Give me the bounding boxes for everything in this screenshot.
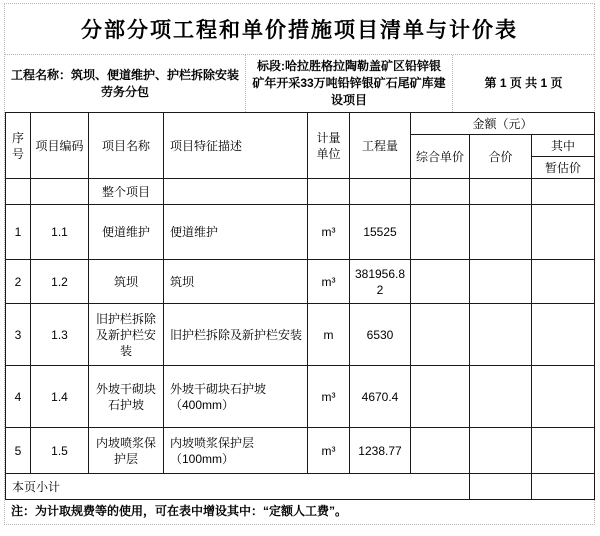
cell-name: 外坡干砌块石护坡 <box>89 366 164 428</box>
footnote: 注：为计取规费等的使用，可在表中增设其中：“定额人工费”。 <box>11 504 348 518</box>
col-header-estimated-price: 暂估价 <box>532 157 595 179</box>
boq-table <box>5 112 595 500</box>
cell-empty <box>31 179 89 205</box>
cell-unit-price <box>411 304 470 366</box>
cell-unit-price <box>411 260 470 304</box>
page-title: 分部分项工程和单价措施项目清单与计价表 <box>81 19 518 42</box>
cell-unit: m³ <box>308 366 350 428</box>
col-header-feature: 项目特征描述 <box>164 113 308 179</box>
cell-estimated-price <box>532 366 595 428</box>
cell-seq: 1 <box>6 205 31 260</box>
subtotal-label: 本页小计 <box>6 474 470 500</box>
cell-feature: 内坡喷浆保护层（100mm） <box>164 428 308 474</box>
cell-quantity: 6530 <box>350 304 411 366</box>
cell-code: 1.5 <box>31 428 89 474</box>
sheet <box>4 3 595 525</box>
cell-unit: m³ <box>308 205 350 260</box>
cell-estimated-price <box>532 428 595 474</box>
cell-seq: 4 <box>6 366 31 428</box>
col-header-seq: 序号 <box>6 113 31 179</box>
cell-empty <box>164 179 308 205</box>
col-header-code: 项目编码 <box>31 113 89 179</box>
col-header-amount-group: 金额（元） <box>411 113 595 135</box>
cell-feature: 筑坝 <box>164 260 308 304</box>
cell-total-price <box>470 428 532 474</box>
info-strip <box>5 55 594 112</box>
col-header-of-which: 其中 <box>532 135 595 157</box>
cell-total-price <box>470 260 532 304</box>
cell-empty <box>532 179 595 205</box>
cell-feature: 便道维护 <box>164 205 308 260</box>
page-indicator: 第 1 页 共 1 页 <box>484 76 563 90</box>
cell-unit-price <box>411 205 470 260</box>
cell-name: 便道维护 <box>89 205 164 260</box>
cell-total-price <box>470 304 532 366</box>
col-header-quantity: 工程量 <box>350 113 411 179</box>
title-block <box>5 4 594 55</box>
subtotal-row <box>6 474 595 500</box>
cell-unit: m³ <box>308 260 350 304</box>
cell-feature: 外坡干砌块石护坡（400mm） <box>164 366 308 428</box>
cell-code: 1.3 <box>31 304 89 366</box>
table-row <box>6 366 595 428</box>
cell-total-price <box>470 205 532 260</box>
cell-seq: 5 <box>6 428 31 474</box>
cell-unit: m <box>308 304 350 366</box>
col-header-total-price: 合价 <box>470 135 532 179</box>
cell-code: 1.1 <box>31 205 89 260</box>
cell-code: 1.4 <box>31 366 89 428</box>
col-header-unit: 计量单位 <box>308 113 350 179</box>
cell-quantity: 15525 <box>350 205 411 260</box>
col-header-name: 项目名称 <box>89 113 164 179</box>
group-row <box>6 179 595 205</box>
col-header-unit-price: 综合单价 <box>411 135 470 179</box>
table-row <box>6 428 595 474</box>
cell-quantity: 381956.82 <box>350 260 411 304</box>
cell-quantity: 1238.77 <box>350 428 411 474</box>
group-label: 整个项目 <box>89 179 164 205</box>
table-row <box>6 260 595 304</box>
subtotal-total-price <box>470 474 532 500</box>
cell-estimated-price <box>532 304 595 366</box>
cell-name: 内坡喷浆保护层 <box>89 428 164 474</box>
cell-seq: 3 <box>6 304 31 366</box>
project-name: 工程名称：筑坝、便道维护、护栏拆除安装劳务分包 <box>5 55 246 112</box>
cell-seq: 2 <box>6 260 31 304</box>
cell-empty <box>308 179 350 205</box>
cell-feature: 旧护栏拆除及新护栏安装 <box>164 304 308 366</box>
cell-estimated-price <box>532 205 595 260</box>
cell-unit-price <box>411 428 470 474</box>
cell-unit-price <box>411 366 470 428</box>
cell-name: 旧护栏拆除及新护栏安装 <box>89 304 164 366</box>
cell-empty <box>470 179 532 205</box>
cell-quantity: 4670.4 <box>350 366 411 428</box>
table-row <box>6 304 595 366</box>
cell-unit: m³ <box>308 428 350 474</box>
subtotal-estimated-price <box>532 474 595 500</box>
cell-total-price <box>470 366 532 428</box>
bid-section: 标段:哈拉胜格拉陶勒盖矿区铅锌银矿年开采33万吨铅锌银矿石尾矿库建设项目 <box>246 55 453 112</box>
cell-code: 1.2 <box>31 260 89 304</box>
cell-empty <box>350 179 411 205</box>
header-row-1 <box>6 113 595 135</box>
cell-empty <box>6 179 31 205</box>
cell-empty <box>411 179 470 205</box>
cell-estimated-price <box>532 260 595 304</box>
table-row <box>6 205 595 260</box>
cell-name: 筑坝 <box>89 260 164 304</box>
